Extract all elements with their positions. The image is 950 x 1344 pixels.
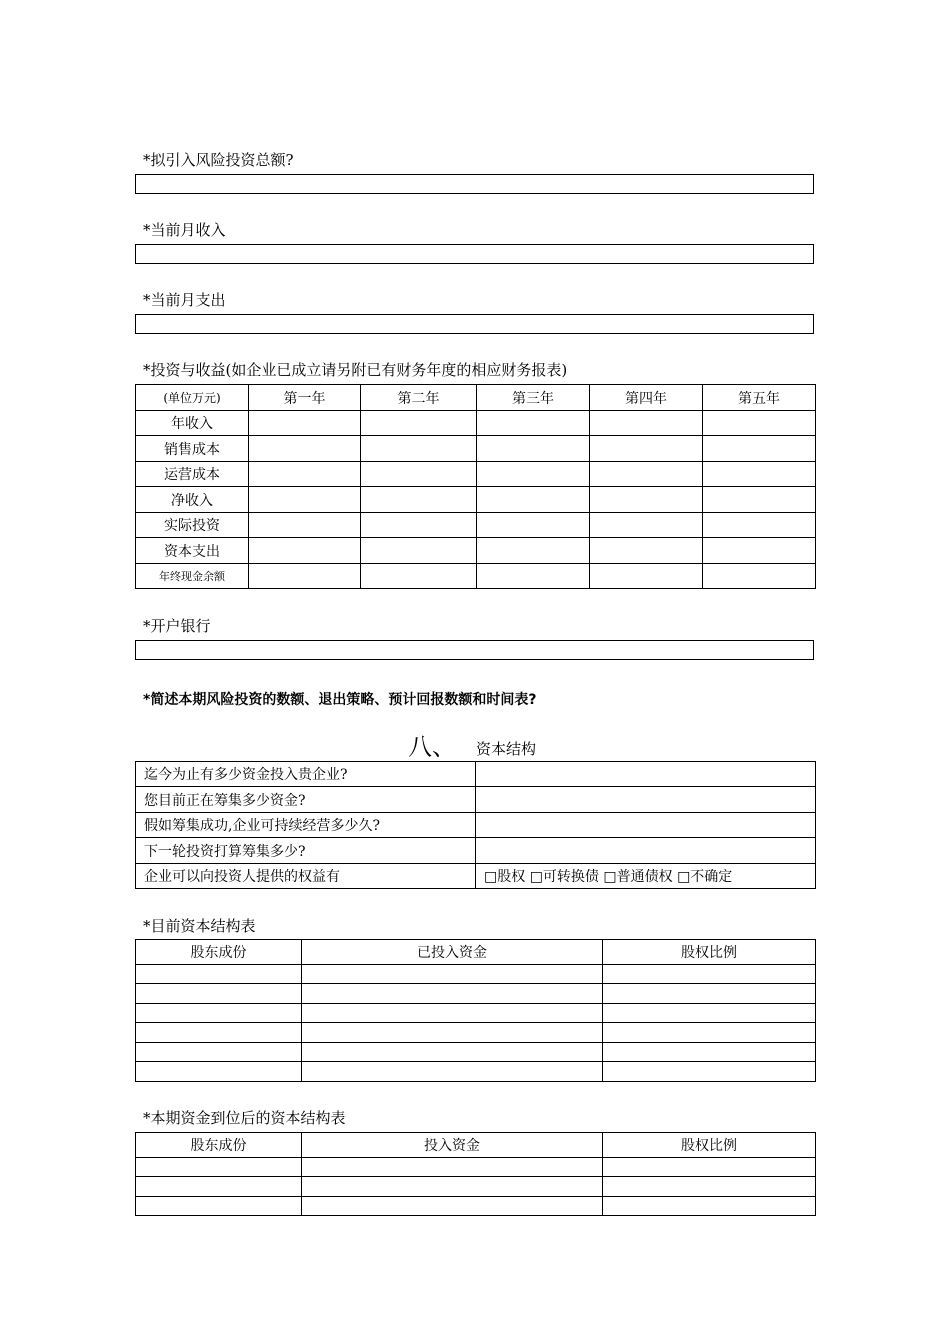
finance-cell[interactable] xyxy=(361,436,477,462)
year-header: 第五年 xyxy=(703,385,816,411)
row-label: 运营成本 xyxy=(136,462,249,487)
year-header: 第二年 xyxy=(361,385,477,411)
question-label: 下一轮投资打算筹集多少? xyxy=(136,838,476,864)
finance-cell[interactable] xyxy=(590,564,703,589)
total-investment-label: *拟引入风险投资总额? xyxy=(143,151,294,169)
shareholder-cell[interactable] xyxy=(136,1158,302,1177)
investment-cell[interactable] xyxy=(302,984,603,1004)
ratio-cell[interactable] xyxy=(603,984,816,1004)
finance-cell[interactable] xyxy=(703,487,816,513)
table-header-row xyxy=(136,1133,816,1158)
finance-cell[interactable] xyxy=(249,564,361,589)
table-row xyxy=(136,762,816,787)
investment-cell[interactable] xyxy=(302,1043,603,1062)
table-row xyxy=(136,984,816,1004)
shareholder-cell[interactable] xyxy=(136,965,302,984)
monthly-expense-label: *当前月支出 xyxy=(143,291,226,309)
table-row xyxy=(136,1062,816,1082)
finance-title: *投资与收益(如企业已成立请另附已有财务年度的相应财务报表) xyxy=(143,361,568,379)
current-structure-table xyxy=(135,939,816,1082)
table-row xyxy=(136,787,816,813)
equity-options xyxy=(476,864,816,889)
shareholder-cell[interactable] xyxy=(136,1197,302,1216)
finance-cell[interactable] xyxy=(703,436,816,462)
shareholder-cell[interactable] xyxy=(136,1043,302,1062)
investment-cell[interactable] xyxy=(302,1177,603,1197)
row-label: 年收入 xyxy=(136,411,249,436)
finance-cell[interactable] xyxy=(361,487,477,513)
option-convertible-checkbox[interactable]: □可转换债 xyxy=(529,869,599,885)
table-row xyxy=(136,965,816,984)
investment-cell[interactable] xyxy=(302,965,603,984)
table-header-row xyxy=(136,940,816,965)
finance-cell[interactable] xyxy=(249,487,361,513)
finance-cell[interactable] xyxy=(249,462,361,487)
ratio-cell[interactable] xyxy=(603,1158,816,1177)
finance-cell[interactable] xyxy=(703,538,816,564)
year-header: 第三年 xyxy=(477,385,590,411)
year-header: 第一年 xyxy=(249,385,361,411)
section-number: 八、 xyxy=(408,733,456,761)
column-header: 股东成份 xyxy=(136,940,302,965)
shareholder-cell[interactable] xyxy=(136,984,302,1004)
row-label: 净收入 xyxy=(136,487,249,513)
column-header: 股权比例 xyxy=(603,940,816,965)
table-row xyxy=(136,436,816,462)
post-structure-table xyxy=(135,1132,816,1216)
exit-strategy-prompt: *简述本期风险投资的数额、退出策略、预计回报数额和时间表? xyxy=(143,692,537,708)
finance-cell[interactable] xyxy=(249,513,361,538)
row-label: 实际投资 xyxy=(136,513,249,538)
finance-cell[interactable] xyxy=(361,411,477,436)
bank-label: *开户银行 xyxy=(143,617,211,635)
option-debt-checkbox[interactable]: □普通债权 xyxy=(603,869,673,885)
finance-cell[interactable] xyxy=(477,411,590,436)
shareholder-cell[interactable] xyxy=(136,1023,302,1043)
table-row xyxy=(136,1177,816,1197)
ratio-cell[interactable] xyxy=(603,1177,816,1197)
shareholder-cell[interactable] xyxy=(136,1004,302,1023)
unit-header: (单位万元) xyxy=(136,385,249,411)
question-label: 假如筹集成功,企业可持续经营多少久? xyxy=(136,813,476,838)
finance-cell[interactable] xyxy=(590,513,703,538)
table-row xyxy=(136,513,816,538)
finance-cell[interactable] xyxy=(703,513,816,538)
column-header: 投入资金 xyxy=(302,1133,603,1158)
ratio-cell[interactable] xyxy=(603,1004,816,1023)
finance-cell[interactable] xyxy=(361,462,477,487)
section-title: 资本结构 xyxy=(476,740,537,758)
shareholder-cell[interactable] xyxy=(136,1062,302,1082)
investment-cell[interactable] xyxy=(302,1023,603,1043)
table-row xyxy=(136,411,816,436)
ratio-cell[interactable] xyxy=(603,1197,816,1216)
answer-cell[interactable] xyxy=(476,838,816,864)
finance-cell[interactable] xyxy=(249,538,361,564)
row-label: 资本支出 xyxy=(136,538,249,564)
table-row xyxy=(136,538,816,564)
finance-cell[interactable] xyxy=(361,564,477,589)
investment-cell[interactable] xyxy=(302,1158,603,1177)
finance-cell[interactable] xyxy=(703,462,816,487)
table-row xyxy=(136,564,816,589)
finance-cell[interactable] xyxy=(590,538,703,564)
column-header: 股东成份 xyxy=(136,1133,302,1158)
option-equity-checkbox[interactable]: □股权 xyxy=(484,869,526,885)
finance-cell[interactable] xyxy=(590,487,703,513)
post-structure-title: *本期资金到位后的资本结构表 xyxy=(143,1109,346,1127)
table-row xyxy=(136,487,816,513)
total-investment-input[interactable] xyxy=(135,174,814,194)
finance-cell[interactable] xyxy=(361,538,477,564)
finance-cell[interactable] xyxy=(477,462,590,487)
shareholder-cell[interactable] xyxy=(136,1177,302,1197)
finance-cell[interactable] xyxy=(703,411,816,436)
finance-cell[interactable] xyxy=(361,513,477,538)
current-structure-title: *目前资本结构表 xyxy=(143,917,256,935)
finance-cell[interactable] xyxy=(249,411,361,436)
finance-cell[interactable] xyxy=(477,487,590,513)
option-undetermined-checkbox[interactable]: □不确定 xyxy=(677,869,733,885)
finance-cell[interactable] xyxy=(249,436,361,462)
answer-cell[interactable] xyxy=(476,813,816,838)
finance-cell[interactable] xyxy=(477,538,590,564)
question-label: 您目前正在筹集多少资金? xyxy=(136,787,476,813)
monthly-income-input[interactable] xyxy=(135,244,814,264)
answer-cell[interactable] xyxy=(476,787,816,813)
table-row xyxy=(136,1004,816,1023)
monthly-income-label: *当前月收入 xyxy=(143,221,226,239)
table-row xyxy=(136,813,816,838)
ratio-cell[interactable] xyxy=(603,965,816,984)
table-row xyxy=(136,1023,816,1043)
investment-cell[interactable] xyxy=(302,1197,603,1216)
column-header: 股权比例 xyxy=(603,1133,816,1158)
finance-cell[interactable] xyxy=(477,436,590,462)
finance-cell[interactable] xyxy=(703,564,816,589)
finance-cell[interactable] xyxy=(477,564,590,589)
row-label: 年终现金余额 xyxy=(136,564,249,589)
monthly-expense-input[interactable] xyxy=(135,314,814,334)
year-header: 第四年 xyxy=(590,385,703,411)
table-row xyxy=(136,462,816,487)
row-label: 销售成本 xyxy=(136,436,249,462)
column-header: 已投入资金 xyxy=(302,940,603,965)
ratio-cell[interactable] xyxy=(603,1062,816,1082)
ratio-cell[interactable] xyxy=(603,1023,816,1043)
question-label: 迄今为止有多少资金投入贵企业? xyxy=(136,762,476,787)
finance-table xyxy=(135,384,816,589)
bank-input[interactable] xyxy=(135,640,814,660)
finance-cell[interactable] xyxy=(590,462,703,487)
question-label: 企业可以向投资人提供的权益有 xyxy=(136,864,476,889)
finance-cell[interactable] xyxy=(590,411,703,436)
ratio-cell[interactable] xyxy=(603,1043,816,1062)
table-row xyxy=(136,838,816,864)
table-row xyxy=(136,1197,816,1216)
finance-cell[interactable] xyxy=(590,436,703,462)
investment-cell[interactable] xyxy=(302,1004,603,1023)
table-row xyxy=(136,1158,816,1177)
table-row xyxy=(136,1043,816,1062)
table-row xyxy=(136,864,816,889)
answer-cell[interactable] xyxy=(476,762,816,787)
investment-cell[interactable] xyxy=(302,1062,603,1082)
finance-cell[interactable] xyxy=(477,513,590,538)
capital-questions-table xyxy=(135,761,816,889)
